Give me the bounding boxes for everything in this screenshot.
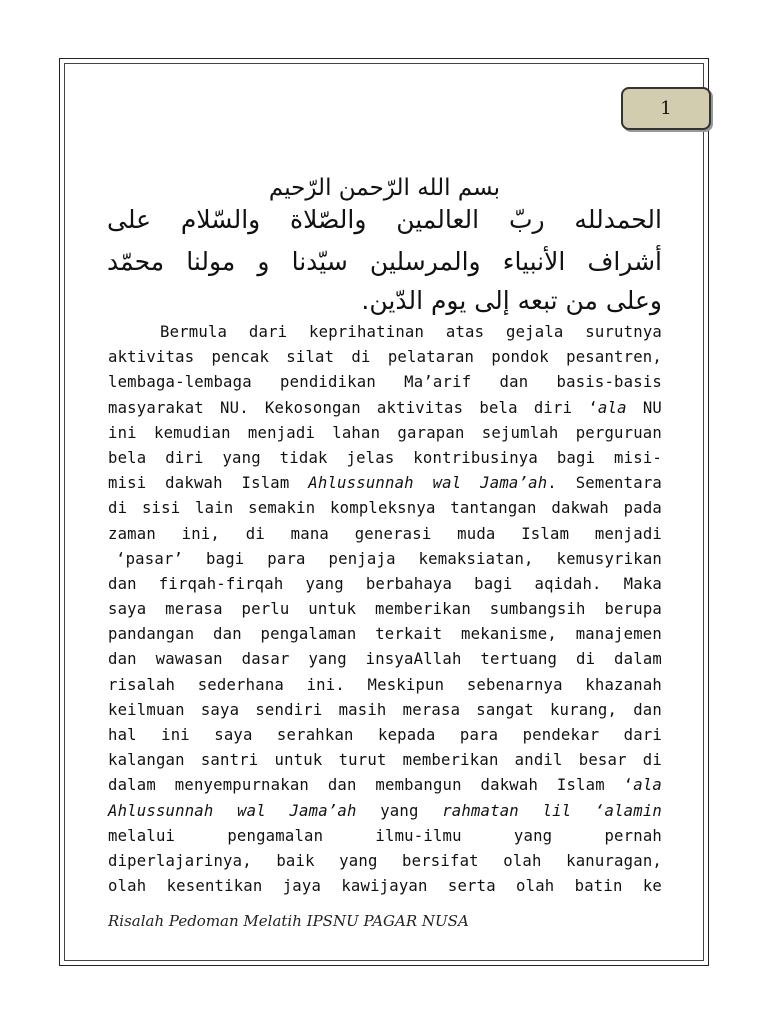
text-line — [108, 647, 662, 672]
text-line — [108, 572, 662, 597]
text-segment: diperlajarinya, baik yang bersifat olah kanuragan, — [108, 851, 662, 870]
text-segment: lembaga-lembaga pendidikan Ma’arif dan basis-basis — [108, 373, 662, 392]
text-line — [108, 320, 662, 345]
text-segment: dan firqah-firqah yang berbahaya bagi aqidah. Maka — [108, 574, 662, 593]
footer-title: Risalah Pedoman Melatih IPSNU PAGAR NUSA — [108, 912, 469, 930]
text-segment: hal ini saya serahkan kepada para pendekar dari — [108, 726, 662, 744]
text-line — [108, 471, 662, 496]
text-line — [108, 799, 662, 824]
italic-term: ala — [633, 776, 662, 795]
text-segment: melalui pengamalan ilmu-ilmu yang pernah — [108, 826, 662, 845]
text-segment: dan wawasan dasar yang insyaAllah tertuang di dalam — [108, 650, 662, 669]
italic-term: ala — [597, 398, 627, 417]
text-segment: di sisi lain semakin kompleksnya tantangan dakwah pada — [108, 499, 662, 518]
italic-term: Ahlussunnah wal Jama’ah — [108, 801, 357, 820]
text-line — [108, 547, 662, 572]
text-line — [108, 723, 662, 748]
text-line — [108, 597, 662, 622]
basmala: بسم الله الرّحمن الرّحيم — [268, 175, 501, 201]
text-segment: saya merasa perlu untuk memberikan sumbangsih berupa — [108, 600, 662, 619]
body-paragraph — [108, 320, 662, 899]
text-segment: aktivitas pencak silat di pelataran pondok pesantren, — [108, 348, 662, 367]
text-segment: risalah sederhana ini. Meskipun sebenarnya khazanah — [108, 675, 662, 694]
page-number-badge — [621, 87, 711, 130]
text-segment: zaman ini, di mana generasi muda Islam menjadi — [108, 524, 662, 543]
italic-term: Ahlussunnah wal Jama’ah — [308, 474, 548, 493]
arabic-line-2: أشراف الأنبياء والمرسلين سيّدنا و مولنا محمّد — [107, 247, 662, 276]
text-segment: dalam menyempurnakan dan membangun dakwah Islam ‘ — [108, 776, 634, 795]
arabic-line-3: وعلى من تبعه إلى يوم الدّين. — [361, 286, 662, 315]
text-line — [108, 421, 662, 446]
text-line — [108, 622, 662, 647]
text-line — [108, 345, 662, 370]
text-segment: pandangan dan pengalaman terkait mekanisme, manajemen — [108, 625, 662, 644]
text-line — [108, 698, 662, 723]
text-segment: ini kemudian menjadi lahan garapan sejumlah perguruan — [108, 423, 662, 442]
text-line — [108, 824, 662, 849]
text-line — [108, 849, 662, 874]
text-line — [108, 673, 662, 698]
text-segment: ‘pasar’ bagi para penjaja kemaksiatan, kemusyrikan — [116, 549, 662, 568]
text-line — [108, 396, 662, 421]
page-number: 1 — [660, 98, 672, 119]
arabic-line-1: الحمدلله ربّ العالمين والصّلاة والسّلام على — [107, 205, 662, 234]
text-segment: bela diri yang tidak jelas kontribusinya bagi misi- — [108, 448, 662, 467]
text-segment: kalangan santri untuk turut memberikan andil besar di — [108, 751, 662, 770]
text-segment: keilmuan saya sendiri masih merasa sangat kurang, dan — [108, 700, 662, 719]
text-line — [108, 370, 662, 395]
text-line — [108, 522, 662, 547]
text-segment: masyarakat NU. Kekosongan aktivitas bela diri ‘ — [108, 398, 598, 417]
text-segment: Bermula dari keprihatinan atas gejala surutnya — [160, 323, 662, 341]
text-line — [108, 773, 662, 798]
text-line — [108, 874, 662, 899]
text-segment: . Sementara — [547, 474, 662, 493]
text-segment: misi dakwah Islam — [108, 474, 309, 493]
text-segment: NU — [626, 398, 662, 417]
text-line — [108, 748, 662, 773]
text-line — [108, 496, 662, 521]
italic-term: rahmatan lil ‘alamin — [442, 801, 663, 820]
text-segment: olah kesentikan jaya kawijayan serta olah batin ke — [108, 877, 662, 896]
text-segment: yang — [356, 801, 443, 820]
text-line — [108, 446, 662, 471]
